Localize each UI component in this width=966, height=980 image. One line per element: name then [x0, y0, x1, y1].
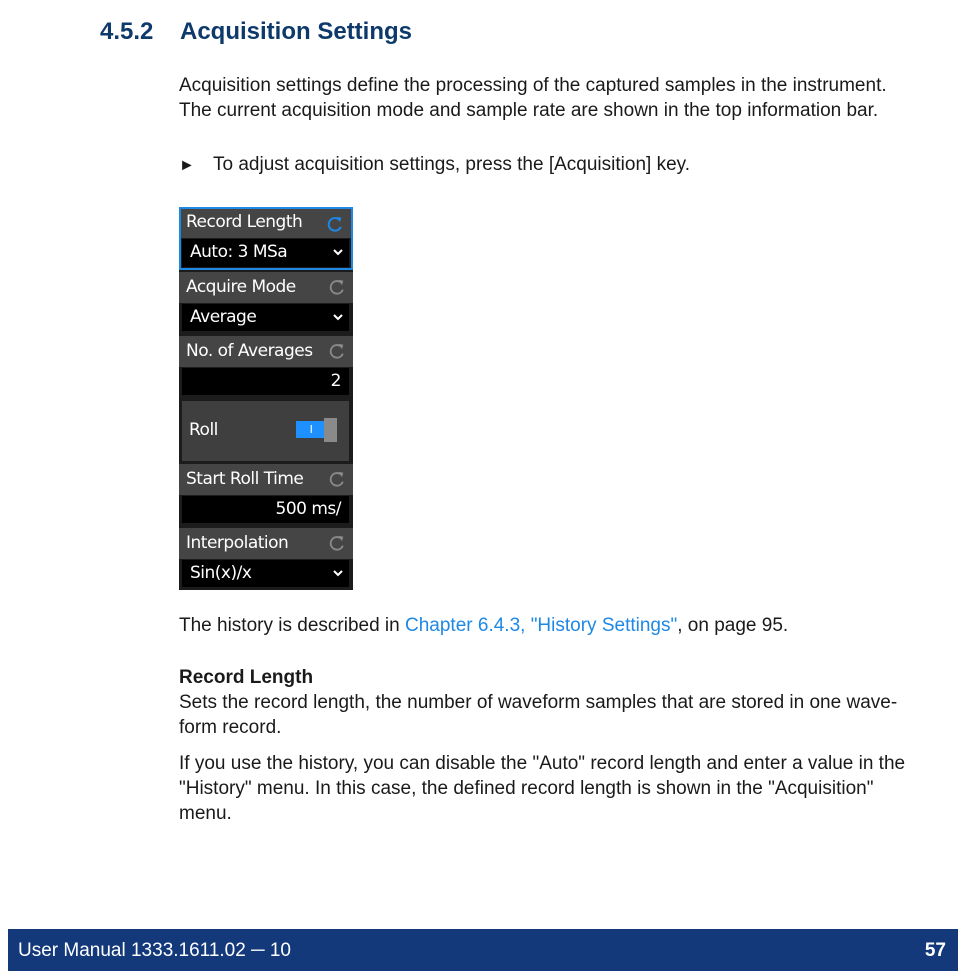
history-ref-after: , on page 95.	[677, 615, 789, 636]
averages-label: No. of Averages	[186, 341, 313, 361]
acquire-mode-value: Average	[190, 307, 257, 327]
record-length-label-bar	[179, 207, 353, 238]
start-roll-time-input[interactable]	[182, 496, 349, 523]
start-roll-time-value: 500 ms/	[275, 499, 341, 519]
step-instruction	[179, 152, 690, 178]
averages-value: 2	[330, 371, 341, 391]
acquire-mode-dropdown[interactable]	[182, 304, 349, 331]
interpolation-value: Sin(x)/x	[190, 563, 252, 583]
record-length-heading: Record Length	[179, 667, 314, 688]
roll-toggle[interactable]	[296, 418, 338, 442]
section-number: 4.5.2	[100, 18, 154, 45]
averages-input[interactable]	[182, 368, 349, 395]
record-length-value: Auto: 3 MSa	[190, 242, 288, 262]
history-settings-link[interactable]: Chapter 6.4.3, "History Settings"	[405, 615, 678, 636]
step-arrow-icon: ►	[179, 157, 195, 174]
reset-icon[interactable]	[326, 215, 344, 233]
acquire-mode-label-bar	[179, 272, 353, 303]
intro-line-2: The current acquisition mode and sample rate are shown in the top information bar.	[179, 100, 879, 121]
rl-p1-line-1: Sets the record length, the number of waveform samples that are stored in one wave-	[179, 692, 898, 713]
chevron-down-icon	[333, 312, 343, 322]
footer-page-number: 57	[924, 940, 946, 961]
start-roll-time-label-bar	[179, 464, 353, 495]
rl-p2-line-2: "History" menu. In this case, the defined record length is shown in the "Acquisition"	[179, 778, 874, 799]
toggle-on-indicator: I	[296, 421, 326, 438]
interpolation-label-bar	[179, 528, 353, 559]
page-footer	[8, 929, 958, 971]
record-length-label: Record Length	[186, 212, 303, 232]
interpolation-dropdown[interactable]	[182, 560, 349, 587]
reset-icon[interactable]	[328, 470, 346, 488]
chevron-down-icon	[333, 247, 343, 257]
record-length-dropdown[interactable]	[182, 239, 349, 267]
rl-p2-line-1: If you use the history, you can disable the "Auto" record length and enter a value in the	[179, 753, 906, 774]
footer-document-id: User Manual 1333.1611.02 ─ 10	[18, 940, 291, 961]
roll-label: Roll	[189, 420, 218, 440]
intro-paragraph	[179, 73, 887, 123]
acquisition-menu-panel	[179, 207, 353, 590]
intro-line-1: Acquisition settings define the processing of the captured samples in the instrument.	[179, 75, 887, 96]
record-length-history-note	[179, 751, 905, 826]
history-ref-before: The history is described in	[179, 615, 405, 636]
reset-icon[interactable]	[328, 278, 346, 296]
reset-icon[interactable]	[328, 534, 346, 552]
start-roll-time-label: Start Roll Time	[186, 469, 304, 489]
section-heading	[100, 18, 412, 46]
averages-label-bar	[179, 336, 353, 367]
acquire-mode-label: Acquire Mode	[186, 277, 296, 297]
reset-icon[interactable]	[328, 342, 346, 360]
toggle-knob	[324, 418, 337, 442]
menu-item-roll[interactable]	[182, 401, 349, 461]
step-text: To adjust acquisition settings, press the [Acquisition] key.	[213, 154, 691, 175]
rl-p1-line-2: form record.	[179, 717, 282, 738]
rl-p2-line-3: menu.	[179, 803, 232, 824]
interpolation-label: Interpolation	[186, 533, 289, 553]
record-length-description	[179, 690, 897, 740]
chevron-down-icon	[333, 568, 343, 578]
history-reference	[179, 613, 788, 638]
section-title: Acquisition Settings	[180, 18, 413, 45]
